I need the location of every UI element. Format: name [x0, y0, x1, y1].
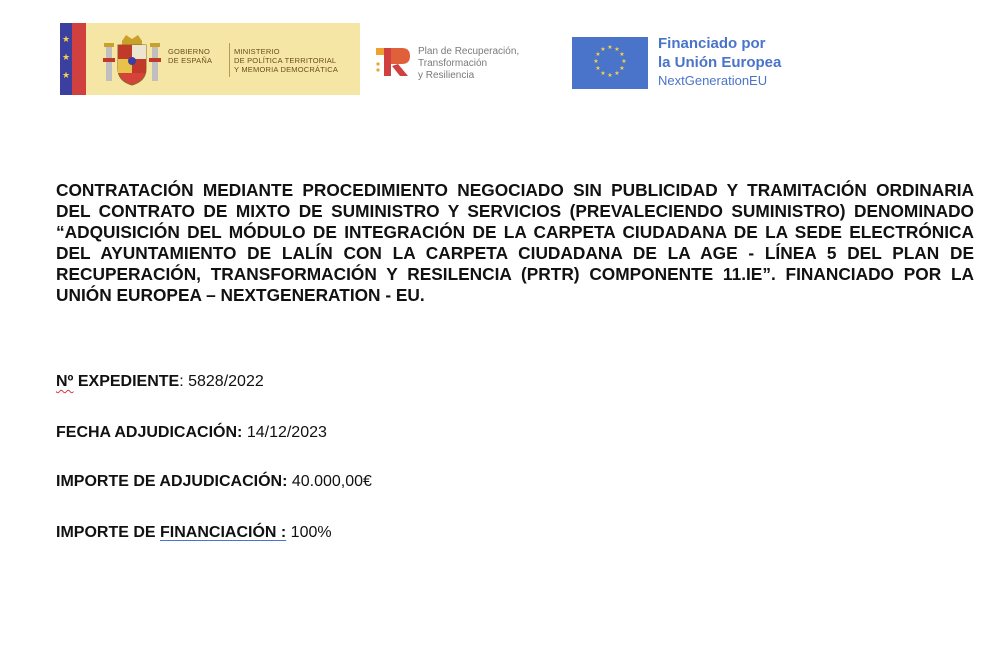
svg-text:★: ★ — [614, 70, 620, 77]
gobierno-label — [168, 47, 212, 65]
importe-financiacion-label — [56, 524, 286, 541]
expediente-label-prefix: Nº — [56, 373, 74, 390]
svg-text:★: ★ — [593, 58, 599, 65]
importe-adjudicacion-field — [56, 472, 372, 492]
gobierno-espana-logo — [60, 23, 360, 95]
ministry-line-2: DE POLÍTICA TERRITORIAL — [234, 56, 337, 65]
svg-text:★: ★ — [600, 70, 606, 77]
ministry-line-3: Y MEMORIA DEMOCRÁTICA — [234, 65, 339, 74]
importe-financiacion-label-underlined: FINANCIACIÓN : — [160, 524, 287, 541]
prtr-line-3: y Resiliencia — [418, 70, 475, 81]
importe-financiacion-field — [56, 523, 332, 543]
expediente-label — [56, 373, 179, 390]
prtr-label — [418, 46, 519, 82]
expediente-value: 5828/2022 — [188, 373, 264, 390]
fecha-adjudicacion-label: FECHA ADJUDICACIÓN: — [56, 424, 243, 441]
expediente-separator: : — [179, 373, 189, 390]
gobierno-line: GOBIERNO — [168, 47, 211, 56]
spain-flag-stripe: ★ ★ ★ — [60, 23, 86, 95]
eu-line-1: Financiado por — [658, 35, 766, 52]
importe-adjudicacion-label: IMPORTE DE ADJUDICACIÓN: — [56, 473, 288, 490]
prtr-logo-icon — [374, 44, 414, 80]
prtr-logo-block — [374, 40, 554, 84]
fecha-adjudicacion-value: 14/12/2023 — [242, 424, 327, 441]
expediente-label-rest: EXPEDIENTE — [73, 373, 180, 390]
prtr-line-2: Transformación — [418, 58, 488, 69]
fecha-adjudicacion-field — [56, 423, 327, 443]
logo-divider — [229, 43, 230, 77]
svg-text:★: ★ — [621, 58, 627, 65]
expediente-field — [56, 372, 264, 392]
svg-text:★: ★ — [600, 46, 606, 53]
svg-text:★: ★ — [614, 46, 620, 53]
prtr-line-1: Plan de Recuperación, — [418, 46, 520, 57]
espana-line: DE ESPAÑA — [168, 56, 213, 65]
eu-line-2: la Unión Europea — [658, 54, 782, 71]
coat-of-arms-icon — [100, 31, 164, 89]
svg-text:★: ★ — [619, 65, 625, 72]
svg-text:★: ★ — [607, 44, 613, 51]
importe-financiacion-label-prefix: IMPORTE DE — [56, 524, 161, 541]
eu-funding-label — [658, 34, 781, 90]
importe-adjudicacion-value: 40.000,00€ — [287, 473, 372, 490]
svg-text:★: ★ — [607, 72, 613, 79]
eu-flag-icon — [572, 37, 648, 89]
ministry-label — [234, 47, 338, 74]
svg-text:★: ★ — [595, 51, 601, 58]
contract-title: CONTRATACIÓN MEDIANTE PROCEDIMIENTO NEGOCIADO SIN PUBLICIDAD Y TRAMITACIÓN ORDINARIA DEL CONTRATO DE MIXTO DE SUMINISTRO Y SERVICIOS (PREVALECIENDO SUMINISTRO) DENOMINADO “ADQUISICIÓN DEL MÓDULO DE INTEGRACIÓN DE LA CARPETA CIUDADANA DE LA SEDE ELECTRÓNICA DEL AYUNTAMIENTO DE LALÍN CON LA CARPETA CIUDADANA DE LA AGE - LÍNEA 5 DEL PLAN DE RECUPERACIÓN, TRANSFORMACIÓN Y RESILENCIA (PRTR) COMPONENTE 11.IE”. FINANCIADO POR LA UNIÓN EUROPEA – NEXTGENERATION - EU. — [56, 180, 974, 305]
importe-financiacion-value: 100% — [286, 524, 332, 541]
ministry-line-1: MINISTERIO — [234, 47, 280, 56]
svg-text:★: ★ — [619, 51, 625, 58]
eu-line-3: NextGenerationEU — [658, 73, 768, 88]
svg-text:★: ★ — [595, 65, 601, 72]
